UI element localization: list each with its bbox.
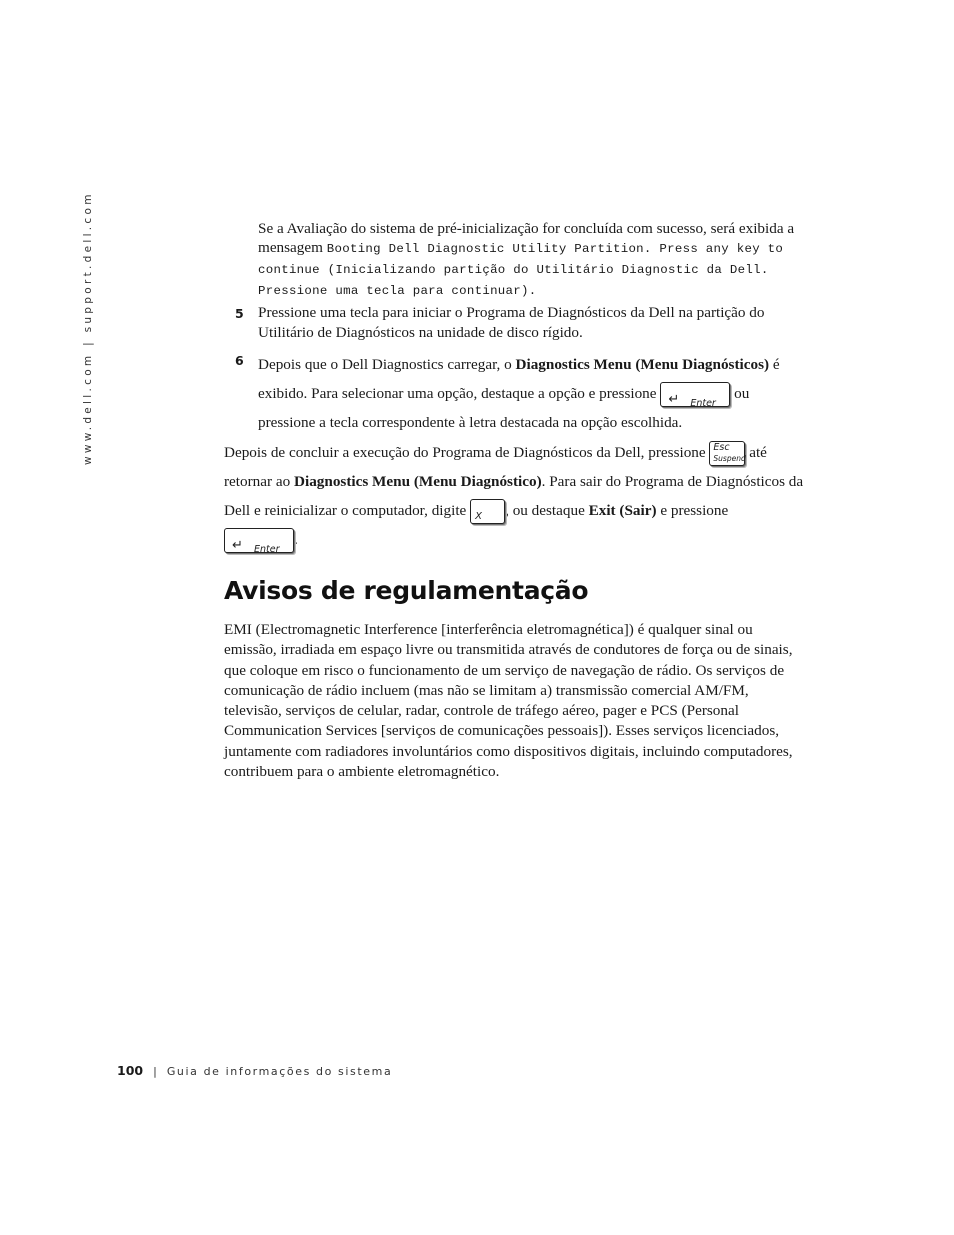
step-5-text: Pressione uma tecla para iniciar o Programa de Diagnósticos da Dell na partição do Utilitário de Diagnósticos na unidade de disco rígido. — [258, 304, 765, 341]
step-5-number: 5 — [235, 306, 244, 321]
step-6-mid: é exibido. Para selecionar uma opção, destaque a opção e pressione — [258, 356, 780, 402]
enter-key-icon-2: ↵ Enter — [224, 528, 294, 553]
intro-paragraph — [258, 219, 814, 301]
side-url: www.dell.com | support.dell.com — [82, 191, 94, 465]
footer-title: Guia de informações do sistema — [166, 1065, 393, 1078]
page-footer — [117, 1063, 392, 1078]
section-heading: Avisos de regulamentação — [224, 576, 589, 605]
footer-separator: | — [153, 1065, 157, 1078]
enter-key-icon: ↵ Enter — [660, 382, 730, 407]
diagnostics-menu-label-2: Diagnostics Menu (Menu Diagnóstico) — [294, 473, 542, 490]
step-6-number: 6 — [235, 353, 244, 368]
step-6-text — [258, 350, 803, 437]
diagnostics-menu-label: Diagnostics Menu (Menu Diagnósticos) — [515, 356, 770, 373]
exit-paragraph: Depois de concluir a execução do Programa de Diagnósticos da Dell, pressione Esc Suspend até retornar ao Diagnostics Menu (Menu Diagnóstico). Para sair do Programa de Diagnósticos da Dell e reinicializar o computador, digite X , ou destaque Exit (Sair) e pressione ↵ Enter . — [224, 442, 804, 556]
step-6-pre: Depois que o Dell Diagnostics carregar, o — [258, 356, 512, 373]
page-number: 100 — [117, 1063, 144, 1078]
x-key-icon: X — [470, 499, 505, 524]
esc-key-icon: Esc Suspend — [709, 441, 745, 466]
intro-text: Se a Avaliação do sistema de pré-inicialização for concluída com sucesso, será exibida a mensagem — [258, 220, 795, 256]
step-6-post: ou pressione a tecla correspondente à letra destacada na opção escolhida. — [258, 385, 750, 431]
section-body: EMI (Electromagnetic Interference [interferência eletromagnética]) é qualquer sinal ou emissão, irradiada em espaço livre ou transmitida através de condutores de força ou de sinais, que coloque em risco o funcionamento de um serviço de navegação de rádio. Os serviços de comunicação de rádio incluem (mas não se limitam a) transmissão comercial AM/FM, televisão, serviços de celular, radar, controle de tráfego aéreo, pager e PCS (Personal Communication Services [serviços de comunicações pessoais]). Esses serviços licenciados, juntamente com radiadores involuntários como dispositivos digitais, incluindo computadores, contribuem para o ambiente eletromagnético. — [224, 621, 793, 781]
exit-label: Exit (Sair) — [588, 502, 657, 519]
boot-message: Booting Dell Diagnostic Utility Partition. Press any key to continue (Inicializando partição do Utilitário Diagnostic da Dell. Pressione uma tecla para continuar). — [258, 242, 784, 298]
